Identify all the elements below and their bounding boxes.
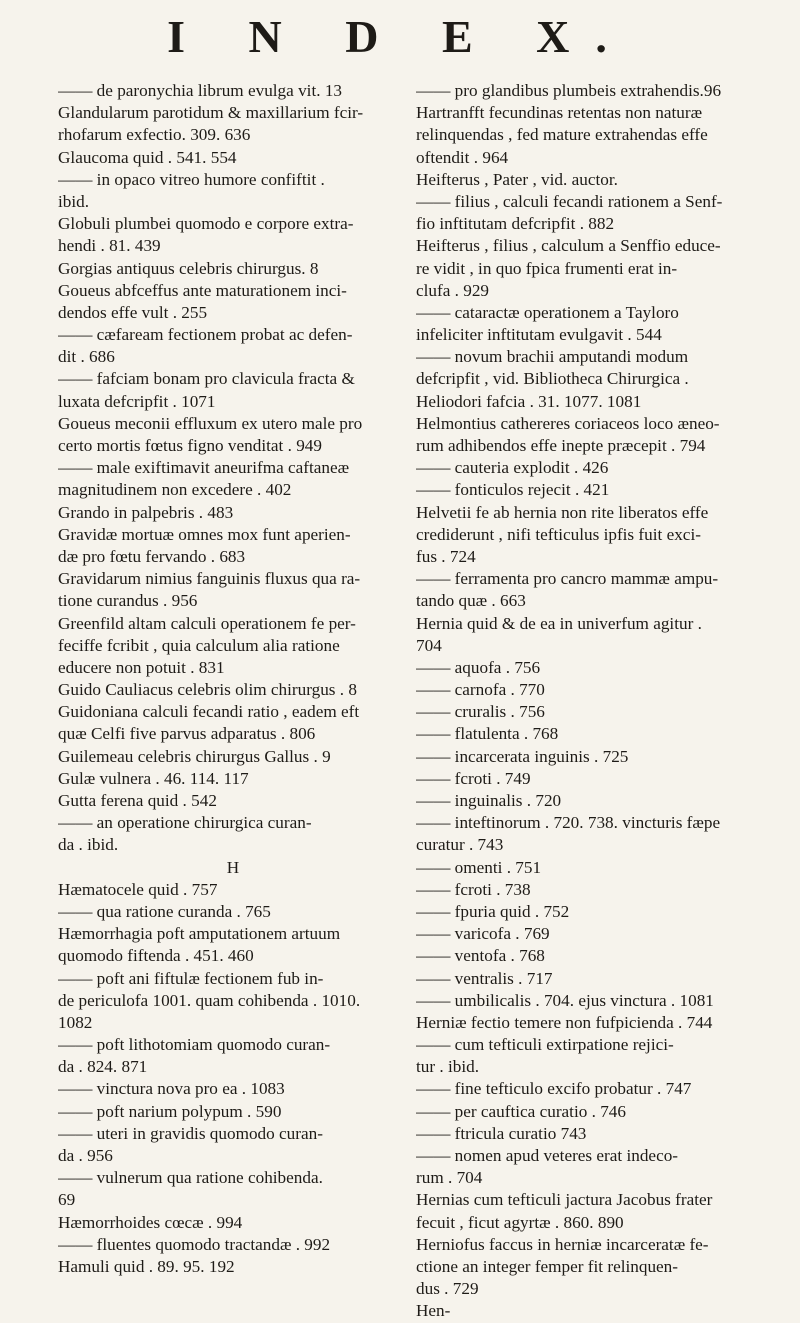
index-entry-line: Glandularum parotidum & maxillarium fcir-: [58, 103, 364, 123]
index-entry-line: quæ Celfi five parvus adparatus . 806: [58, 724, 316, 744]
index-entry-line: clufa . 929: [416, 280, 490, 300]
index-entry-line: Hen-: [416, 1301, 451, 1321]
index-entry-line: —— umbilicalis . 704. ejus vinctura . 1081: [416, 990, 714, 1010]
index-entry-line: tione curandus . 956: [58, 591, 198, 611]
index-entry-line: Gravidæ mortuæ omnes mox funt aperien-: [58, 524, 351, 544]
index-entry-line: —— incarcerata inguinis . 725: [416, 746, 629, 766]
index-entry-line: da . ibid.: [58, 835, 119, 855]
index-entry-line: relinquendas , fed mature extrahendas effe: [416, 125, 708, 145]
index-entry-line: 704: [416, 635, 442, 655]
index-entry-line: de periculofa 1001. quam cohibenda . 1010.: [58, 990, 361, 1010]
index-entry-line: —— nomen apud veteres erat indeco-: [416, 1146, 679, 1165]
index-entry-line: —— poft narium polypum . 590: [58, 1101, 282, 1121]
index-entry-line: —— fonticulos rejecit . 421: [416, 480, 610, 500]
index-entry-line: Hæmatocele quid . 757: [58, 879, 218, 899]
index-entry-line: rhofarum exfectio. 309. 636: [58, 125, 251, 145]
index-entry-line: fus . 724: [416, 546, 476, 566]
index-entry-line: —— qua ratione curanda . 765: [58, 901, 271, 921]
right-index-column: [416, 80, 768, 1323]
index-entry-line: —— novum brachii amputandi modum: [416, 347, 689, 367]
index-entry-line: —— omenti . 751: [416, 857, 542, 877]
index-entry-line: —— ventralis . 717: [416, 968, 553, 988]
index-entry-line: —— aquofa . 756: [416, 657, 541, 677]
index-entry-line: crediderunt , nifi tefticulus ipfis fuit exci-: [416, 524, 701, 544]
index-entry-line: —— pro glandibus plumbeis extrahendis.96: [416, 81, 722, 100]
index-entry-line: magnitudinem non excedere . 402: [58, 480, 292, 500]
index-entry-line: tando quæ . 663: [416, 591, 526, 611]
index-entry-line: —— varicofa . 769: [416, 924, 550, 944]
index-entry-line: dæ pro fœtu fervando . 683: [58, 546, 246, 566]
index-entry-line: 1082: [58, 1012, 93, 1032]
index-entry-line: Globuli plumbei quomodo e corpore extra-: [58, 214, 354, 234]
index-entry-line: Gravidarum nimius fanguinis fluxus qua ra-: [58, 569, 361, 589]
index-entry-line: Greenfild altam calculi operationem fe per-: [58, 613, 356, 633]
index-entry-line: —— poft lithotomiam quomodo curan-: [58, 1035, 331, 1055]
index-entry-line: Glaucoma quid . 541. 554: [58, 147, 237, 167]
index-entry-line: defcripfit , vid. Bibliotheca Chirurgica .: [416, 369, 689, 389]
index-entry-line: —— ventofa . 768: [416, 946, 545, 966]
index-entry-line: Gutta ferena quid . 542: [58, 791, 217, 810]
index-entry-line: Heifterus , Pater , vid. auctor.: [416, 169, 618, 189]
index-entry-line: —— fine tefticulo excifo probatur . 747: [416, 1079, 692, 1099]
index-entry-line: tur . ibid.: [416, 1057, 480, 1077]
index-entry-line: rum adhibendos effe inepte præcepit . 794: [416, 436, 706, 455]
index-entry-line: quomodo fiftenda . 451. 460: [58, 946, 254, 966]
index-entry-line: Grando in palpebris . 483: [58, 502, 234, 522]
index-entry-line: Guilemeau celebris chirurgus Gallus . 9: [58, 746, 331, 766]
index-entry-line: Goueus meconii effluxum ex utero male pro: [58, 413, 363, 433]
index-entry-line: —— in opaco vitreo humore confiftit .: [58, 169, 325, 189]
index-entry-line: —— fluentes quomodo tractandæ . 992: [58, 1234, 331, 1254]
index-entry-line: Gorgias antiquus celebris chirurgus. 8: [58, 258, 319, 278]
index-entry-line: Hæmorrhagia poft amputationem artuum: [58, 924, 341, 944]
index-entry-line: dus . 729: [416, 1279, 479, 1299]
section-letter: H: [226, 857, 240, 877]
index-entry-line: Heliodori fafcia . 31. 1077. 1081: [416, 391, 642, 411]
index-entry-line: Herniofus faccus in herniæ incarceratæ fe-: [416, 1234, 709, 1254]
index-entry-line: —— uteri in gravidis quomodo curan-: [58, 1123, 323, 1143]
page-title: I N D E X.: [167, 11, 633, 62]
index-entry-line: ctione an integer femper fit relinquen-: [416, 1256, 678, 1276]
index-entry-line: —— fcroti . 749: [416, 768, 531, 788]
index-entry-line: dendos effe vult . 255: [58, 302, 208, 322]
index-entry-line: —— carnofa . 770: [416, 680, 545, 700]
index-entry-line: ibid.: [58, 191, 90, 211]
index-entry-line: dit . 686: [58, 347, 115, 367]
index-entry-line: —— per cauftica curatio . 746: [416, 1101, 626, 1121]
index-entry-line: rum . 704: [416, 1168, 483, 1188]
index-entry-line: —— cataractæ operationem a Tayloro: [416, 302, 679, 322]
index-entry-line: —— ferramenta pro cancro mammæ ampu-: [416, 569, 719, 589]
index-entry-line: —— cæfaream fectionem probat ac defen-: [58, 325, 353, 345]
index-entry-line: —— filius , calculi fecandi rationem a Senf-: [416, 191, 723, 211]
index-entry-line: Helmontius cathereres coriaceos loco æneo-: [416, 413, 720, 433]
index-entry-line: re vidit , in quo fpica frumenti erat in-: [416, 258, 678, 278]
index-entry-line: —— cauteria explodit . 426: [416, 458, 609, 478]
index-entry-line: certo mortis fœtus figno venditat . 949: [58, 436, 322, 455]
index-entry-line: Guidoniana calculi fecandi ratio , eadem eft: [58, 702, 360, 722]
index-entry-line: Helvetii fe ab hernia non rite liberatos effe: [416, 502, 709, 522]
index-entry-line: —— inguinalis . 720: [416, 791, 562, 810]
index-entry-line: Hartranfft fecundinas retentas non naturæ: [416, 103, 703, 123]
index-entry-line: hendi . 81. 439: [58, 236, 161, 256]
index-entry-line: —— flatulenta . 768: [416, 724, 559, 744]
index-entry-line: curatur . 743: [416, 835, 504, 855]
index-entry-line: fio inftitutam defcripfit . 882: [416, 214, 615, 234]
index-entry-line: —— an operatione chirurgica curan-: [58, 813, 312, 833]
index-entry-line: —— fcroti . 738: [416, 879, 531, 899]
index-entry-line: —— male exiftimavit aneurifma caftaneæ: [58, 458, 350, 478]
index-entry-line: fecuit , ficut agyrtæ . 860. 890: [416, 1212, 624, 1232]
index-entry-line: Hæmorrhoides cœcæ . 994: [58, 1212, 243, 1232]
index-entry-line: —— fafciam bonam pro clavicula fracta &: [58, 369, 355, 389]
index-entry-line: —— vulnerum qua ratione cohibenda.: [58, 1168, 323, 1188]
index-entry-line: Hernias cum tefticuli jactura Jacobus frater: [416, 1190, 713, 1210]
index-entry-line: —— vinctura nova pro ea . 1083: [58, 1079, 285, 1099]
index-entry-line: Gulæ vulnera . 46. 114. 117: [58, 768, 249, 788]
index-entry-line: Hamuli quid . 89. 95. 192: [58, 1256, 235, 1276]
index-entry-line: Herniæ fectio temere non fufpicienda . 744: [416, 1012, 713, 1032]
index-entry-line: —— cruralis . 756: [416, 702, 545, 722]
index-entry-line: —— poft ani fiftulæ fectionem fub in-: [58, 968, 324, 988]
index-entry-line: Guido Cauliacus celebris olim chirurgus . 8: [58, 680, 357, 700]
index-entry-line: educere non potuit . 831: [58, 657, 225, 677]
index-entry-line: da . 956: [58, 1146, 113, 1165]
index-entry-line: 69: [58, 1190, 76, 1210]
index-entry-line: —— ftricula curatio 743: [416, 1123, 587, 1143]
index-entry-line: Goueus abfceffus ante maturationem inci-: [58, 280, 347, 300]
index-entry-line: Heifterus , filius , calculum a Senffio educe-: [416, 236, 721, 256]
index-entry-line: —— cum tefticuli extirpatione rejici-: [416, 1035, 674, 1055]
index-entry-line: —— fpuria quid . 752: [416, 901, 570, 921]
index-entry-line: Hernia quid & de ea in univerfum agitur .: [416, 613, 702, 633]
index-entry-line: —— inteftinorum . 720. 738. vincturis fæpe: [416, 813, 721, 833]
index-entry-line: feciffe fcribit , quia calculum alia ratione: [58, 635, 340, 655]
left-index-column: [58, 80, 408, 1278]
index-entry-line: da . 824. 871: [58, 1057, 148, 1077]
index-entry-line: luxata defcripfit . 1071: [58, 391, 216, 411]
index-entry-line: —— de paronychia librum evulga vit. 13: [58, 81, 343, 100]
index-entry-line: infeliciter inftitutam evulgavit . 544: [416, 325, 662, 345]
index-entry-line: oftendit . 964: [416, 147, 509, 167]
